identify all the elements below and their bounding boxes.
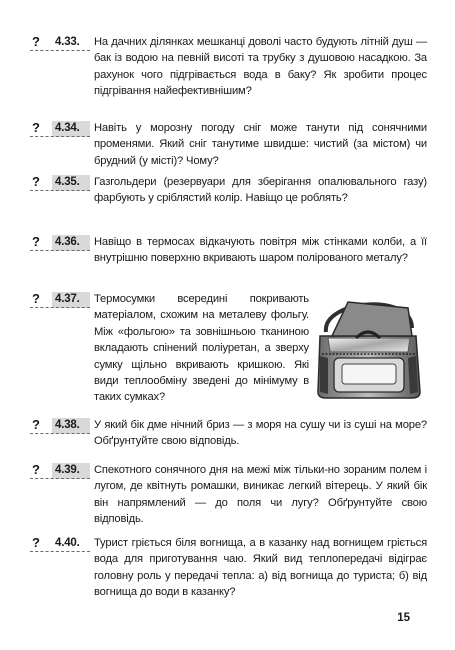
question-mark-icon: ? — [32, 291, 40, 306]
problem-number: 4.38. — [55, 419, 80, 431]
problem-marker — [30, 175, 90, 191]
problem-number: 4.39. — [55, 464, 80, 476]
question-mark-icon: ? — [32, 417, 40, 432]
problem-number: 4.40. — [55, 537, 80, 549]
problem-number: 4.36. — [55, 236, 80, 248]
question-mark-icon: ? — [32, 120, 40, 135]
problem-marker — [30, 35, 90, 51]
thermal-bag-icon — [312, 292, 426, 402]
problem-text: Навіщо в термосах відкачують повітря між стінками колби, а її внутрішню поверхню вкривають шаром полірованого металу? — [94, 236, 427, 265]
question-mark-icon: ? — [32, 462, 40, 477]
problem-marker — [30, 235, 90, 251]
problem-text: На дачних ділянках мешканці доволі часто будують літній душ — бак із водою на певній висоті та трубку з душовою насадкою. За рахунок чого підгрівається вода в баку? Як зробити процес підгрівання найефективнішим? — [94, 36, 427, 98]
question-mark-icon: ? — [32, 234, 40, 249]
problem-text: У який бік дме нічний бриз — з моря на сушу чи із суші на море? Обґрунтуйте свою відповідь. — [94, 419, 427, 448]
problem-marker — [30, 121, 90, 137]
problem-text: Термосумки всередині покривають матеріалом, схожим на металеву фольгу. Між «фольгою» та зовнішньою тканиною вкладають спінений поліуретан, а зверху сумку щільно вкривають кришкою. Які види теплообміну зведені до мінімуму в таких сумках? — [94, 293, 309, 404]
problem-number: 4.34. — [55, 122, 80, 134]
problem-text: Турист гріється біля вогнища, а в казанку над вогнищем гріється вода для приготування чаю. Який вид теплопередачі відіграє головну роль у передачі тепла: а) від вогнища до туриста; б) від вогнища до води в казанку? — [94, 537, 427, 599]
problem-number: 4.37. — [55, 293, 80, 305]
thermal-bag-illustration — [312, 292, 426, 402]
problem-text: Газгольдери (резервуари для зберігання опалювального газу) фарбують у сріблястий колір. Навіщо це роблять? — [94, 176, 427, 205]
problem-text: Навіть у морозну погоду сніг може танути під сонячними променями. Який сніг танутиме швидше: чистий (за містом) чи брудний (у місті)? Чому? — [94, 122, 427, 167]
page-number: 15 — [397, 612, 410, 624]
problem-number: 4.33. — [55, 36, 80, 48]
problem-marker — [30, 292, 90, 308]
problem-marker — [30, 536, 90, 552]
problem-number: 4.35. — [55, 176, 80, 188]
problem-text: Спекотного сонячного дня на межі між тільки-но зораним полем і лугом, де квітнуть ромашки, виникає легкий вітерець. У який бік він напрямлений — до поля чи лугу? Обґрунтуйте свою відповідь. — [94, 464, 427, 526]
problem-marker — [30, 463, 90, 479]
question-mark-icon: ? — [32, 34, 40, 49]
question-mark-icon: ? — [32, 535, 40, 550]
question-mark-icon: ? — [32, 174, 40, 189]
problem-marker — [30, 418, 90, 434]
